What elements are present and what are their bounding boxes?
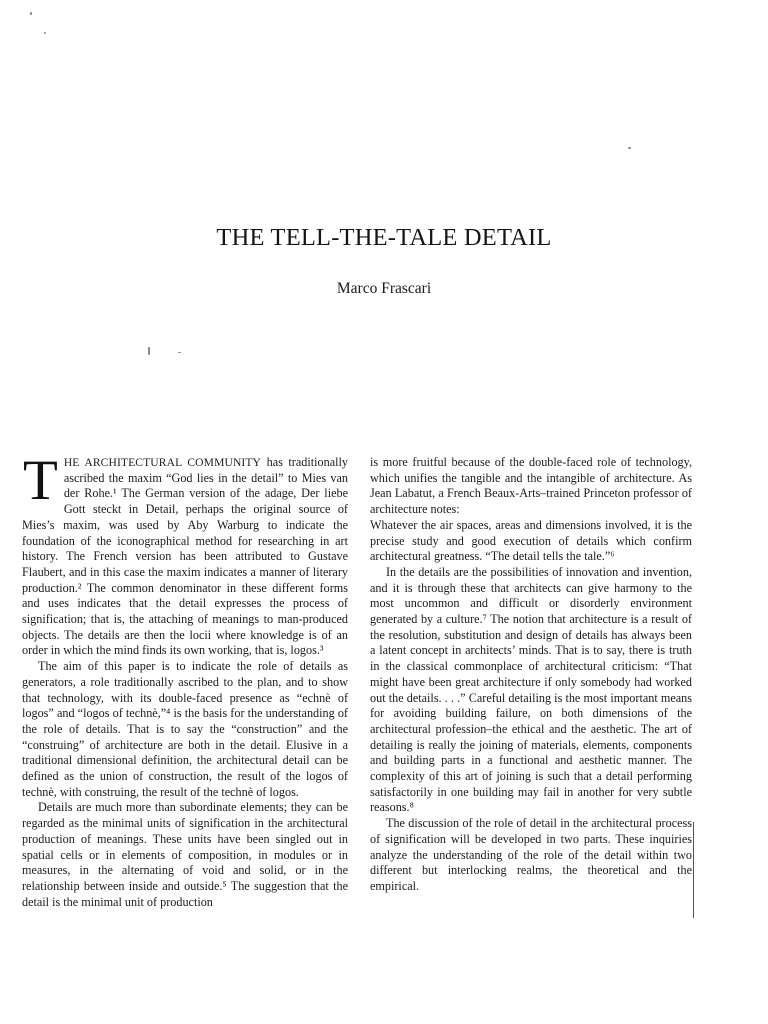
- margin-mark: [693, 822, 696, 918]
- scan-speck: [30, 12, 32, 15]
- opening-paragraph: [22, 449, 348, 659]
- drop-cap: T: [23, 449, 58, 512]
- body-paragraph: The discussion of the role of detail in the architectural process of signification will be developed in two parts. These inquiries analyze the understanding of the role of the detail within two different but interlocking realms, the theoretical and the empirical.: [370, 816, 692, 893]
- body-paragraph: In the details are the possibilities of innovation and invention, and it is through these that architects can give harmony to the most uncommon and difficult or disorderly environment generated by a culture.⁷ The notion that architecture is a result of the resolution, substitution and design of details has always been a latent concept in architects’ minds. That is to say, there is truth in the classical commonplace of architectural criticism: “That might have been great architecture if only somebody had worked out the details. . . .” Careful detailing is the most important means for avoiding building failure, on both dimensions of the architectural profession–the ethical and the aesthetic. The art of detailing is really the joining of materials, elements, components and building parts in a functional and aesthetic manner. The complexity of this art of joining is such that a detail performing satisfactorily in one building may fail in another for very subtle reasons.⁸: [370, 564, 692, 815]
- scan-speck: [44, 32, 46, 34]
- right-column: [370, 455, 692, 895]
- author-name: Marco Frascari: [336, 280, 432, 297]
- opening-paragraph-text: has traditionally ascribed the maxim “God lies in the detail” to Mies van der Rohe.¹ The German version of the adage, Der liebe Gott steckt in Detail, perhaps the original source of Mies’s maxim, was used by Aby Warburg to indicate the foundation of the iconographical method for researching in art history. The French version has been attributed to Gustave Flaubert, and in this case the maxim indicates a manner of literary production.² The common denominator in these different forms and uses indicates that the detail expresses the process of signification; that is, the attaching of meanings to man-produced objects. The details are then the locii where knowledge is of an order in which the mind finds its own working, that is, logos.³: [22, 455, 348, 658]
- paper-title: THE TELL-THE-TALE DETAIL: [216, 224, 552, 251]
- left-column: [22, 449, 348, 910]
- body-paragraph: The aim of this paper is to indicate the role of details as generators, a role traditionally ascribed to the plan, and to show that technology, with its double-faced presence as “echnè of logos” and “logos of technè,”⁴ is the basis for the understanding of the role of details. That is to say the “construction” and the “construing” of architecture are both in the detail. Elusive in a traditional dimensional definition, the architectural detail can be defined as the union of construction, the result of the logos of technè, with construing, the result of the technè of logos.: [22, 659, 348, 799]
- scan-speck: [148, 347, 150, 355]
- body-paragraph: is more fruitful because of the double-faced role of technology, which unifies the tangible and the intangible of architecture. As Jean Labatut, a French Beaux-Arts–trained Princeton professor of architecture notes:: [370, 455, 692, 517]
- body-paragraph: Details are much more than subordinate elements; they can be regarded as the minimal units of signification in the architectural production of meanings. These units have been singled out in spatial cells or in elements of composition, in modules or in measures, in the alternating of void and solid, or in the relationship between inside and outside.⁵ The suggestion that the detail is the minimal unit of production: [22, 800, 348, 909]
- opening-small-caps: HE ARCHITECTURAL COMMUNITY: [63, 456, 262, 469]
- scan-speck: [178, 352, 181, 353]
- block-quote: Whatever the air spaces, areas and dimensions involved, it is the precise study and good execution of details which confirm architectural greatness. “The detail tells the tale.”⁶: [370, 517, 692, 564]
- scan-speck: [628, 147, 631, 149]
